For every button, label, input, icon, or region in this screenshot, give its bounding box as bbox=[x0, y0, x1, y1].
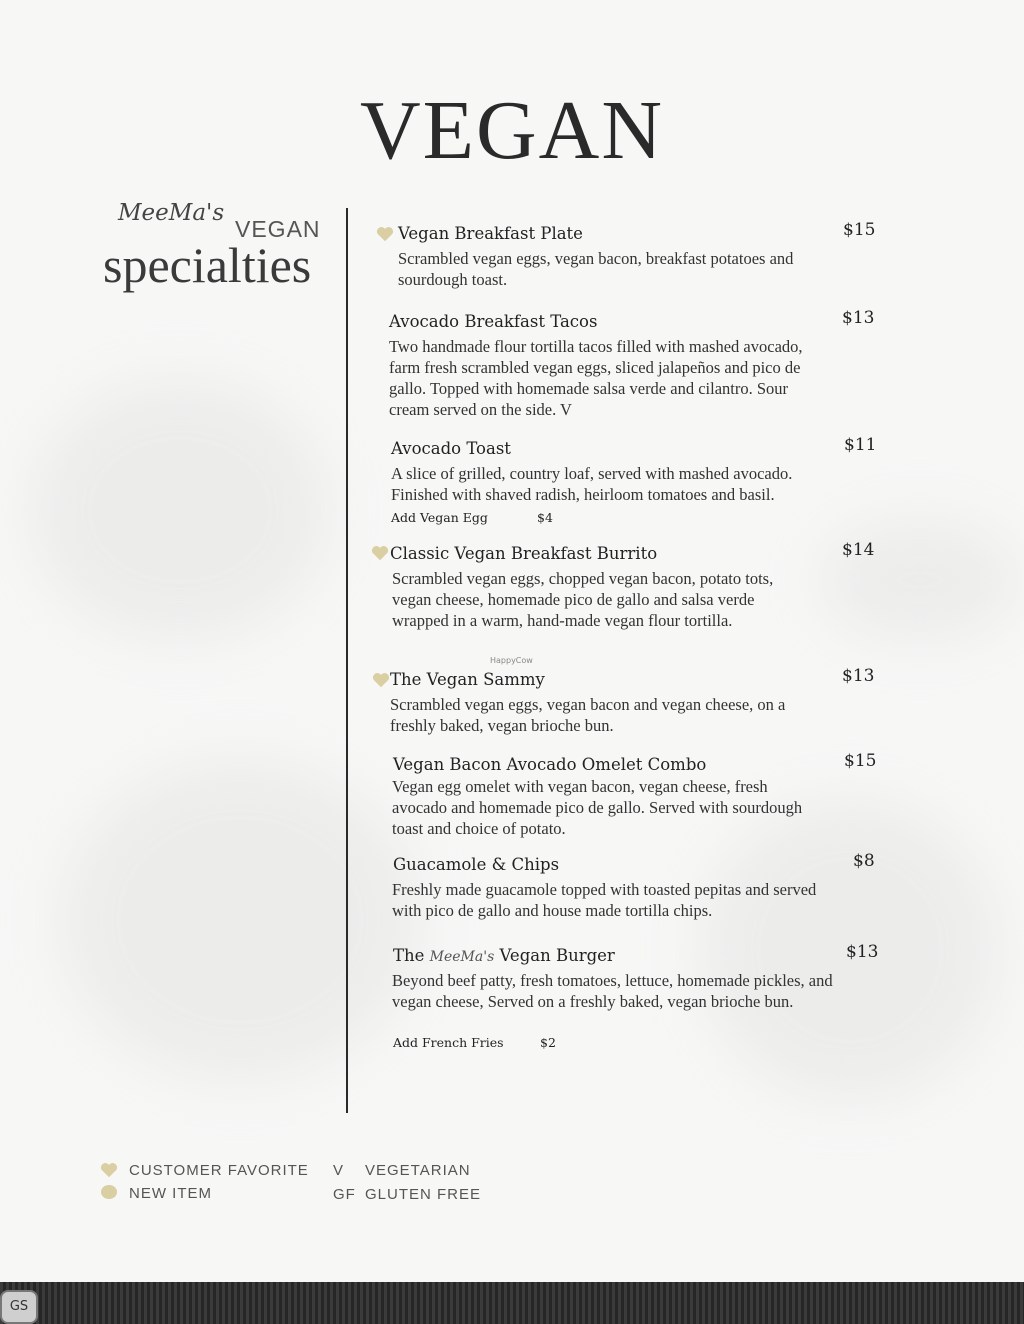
menu-item-price: $13 bbox=[842, 308, 875, 328]
menu-item-addon-price: $4 bbox=[537, 510, 553, 525]
menu-item-price: $13 bbox=[842, 666, 875, 686]
brand-specialties-label: specialties bbox=[103, 237, 312, 293]
brand-script-logo: MeeMa's bbox=[429, 949, 495, 965]
brand-vegan-label: VEGAN bbox=[235, 216, 321, 242]
menu-item-name-prefix: The bbox=[393, 946, 425, 965]
menu-item-name: The Vegan Sammy bbox=[390, 670, 545, 689]
legend bbox=[100, 1160, 500, 1210]
menu-item-description: Scrambled vegan eggs, vegan bacon, breakfast potatoes and sourdough toast. bbox=[398, 249, 794, 289]
menu-item-name: Avocado Breakfast Tacos bbox=[389, 312, 598, 331]
background-texture bbox=[820, 520, 1020, 640]
watermark: HappyCow bbox=[490, 656, 533, 665]
legend-vegetarian: VEGETARIAN bbox=[365, 1162, 471, 1179]
menu-item-price: $8 bbox=[853, 851, 875, 871]
customer-favorite-heart-icon bbox=[372, 672, 390, 688]
legend-v-symbol: V bbox=[333, 1162, 345, 1179]
menu-item-description: A slice of grilled, country loaf, served with mashed avocado. Finished with shaved radish, heirloom tomatoes and basil. bbox=[391, 464, 793, 504]
menu-item-price: $11 bbox=[844, 435, 877, 455]
menu-item-name-suffix: Vegan Burger bbox=[499, 946, 615, 965]
legend-gf-symbol: GF bbox=[333, 1186, 356, 1203]
new-item-icon bbox=[101, 1185, 117, 1199]
menu-item-description: Freshly made guacamole topped with toasted pepitas and served with pico de gallo and house made tortilla chips. bbox=[392, 880, 817, 920]
customer-favorite-heart-icon bbox=[100, 1162, 118, 1178]
menu-item-description: Scrambled vegan eggs, chopped vegan bacon, potato tots, vegan cheese, homemade pico de gallo and salsa verde wrapped in a warm, hand-made vegan flour tortilla. bbox=[392, 569, 774, 630]
page-title: VEGAN bbox=[360, 84, 664, 177]
menu-item-name bbox=[393, 946, 615, 965]
menu-item-description: Vegan egg omelet with vegan bacon, vegan cheese, fresh avocado and homemade pico de gallo. Served with sourdough toast and choice of potato. bbox=[392, 777, 803, 838]
menu-item-name: Classic Vegan Breakfast Burrito bbox=[390, 544, 658, 563]
menu-item-addon-price: $2 bbox=[540, 1035, 556, 1050]
column-divider bbox=[346, 208, 348, 1113]
page-badge: GS bbox=[0, 1290, 38, 1324]
bottom-binding-strip bbox=[0, 1282, 1024, 1324]
menu-item-description: Two handmade flour tortilla tacos filled with mashed avocado, farm fresh scrambled vegan eggs, sliced jalapeños and pico de gallo. Topped with homemade salsa verde and cilantro. Sour cream served on the side. V bbox=[389, 337, 803, 419]
legend-new-item: NEW ITEM bbox=[129, 1185, 212, 1202]
menu-item-name: Guacamole & Chips bbox=[393, 855, 560, 874]
menu-item-name: Vegan Breakfast Plate bbox=[398, 224, 583, 243]
menu-item-price: $15 bbox=[844, 751, 877, 771]
menu-item-price: $13 bbox=[846, 942, 879, 962]
menu-item-price: $15 bbox=[843, 220, 876, 240]
customer-favorite-heart-icon bbox=[376, 226, 394, 242]
menu-item-addon-label: Add French Fries bbox=[393, 1035, 504, 1050]
background-texture bbox=[60, 760, 420, 1080]
legend-gluten-free: GLUTEN FREE bbox=[365, 1186, 482, 1203]
brand-script-logo: MeeMa's bbox=[118, 200, 225, 226]
menu-item-addon-label: Add Vegan Egg bbox=[391, 510, 488, 525]
menu-item-description: Beyond beef patty, fresh tomatoes, lettuce, homemade pickles, and vegan cheese, Served on a freshly baked, vegan brioche bun. bbox=[392, 971, 833, 1011]
background-texture bbox=[30, 380, 330, 640]
legend-customer-favorite: CUSTOMER FAVORITE bbox=[129, 1162, 309, 1179]
menu-item-name: Vegan Bacon Avocado Omelet Combo bbox=[393, 755, 707, 774]
menu-item-name: Avocado Toast bbox=[391, 439, 511, 458]
customer-favorite-heart-icon bbox=[371, 545, 389, 561]
menu-item-description: Scrambled vegan eggs, vegan bacon and vegan cheese, on a freshly baked, vegan brioche bun. bbox=[390, 695, 786, 735]
menu-item-price: $14 bbox=[842, 540, 875, 560]
